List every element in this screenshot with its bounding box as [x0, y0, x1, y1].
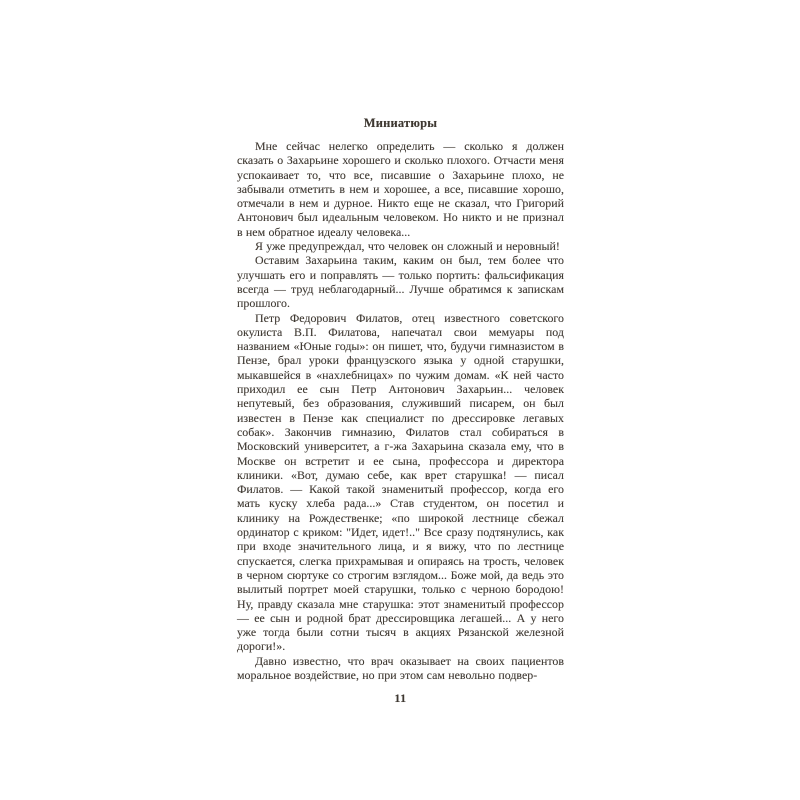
running-head: Миниатюры [363, 116, 438, 130]
paragraph-1: Мне сейчас нелегко определить — сколько я должен сказать о Захарьине хорошего и сколько плохого. Отчасти меня успокаивает то, что все, писавшие о Захарьине плохо, не забывали отметить в нем и хорошее, а все, писавшие хорошо, отмечали в нем и дурное. Никто еще не сказал, что Григорий Антонович был идеальным человеком. Но никто и не признал в нем обратное идеалу человека... [237, 139, 564, 239]
paragraph-3: Оставим Захарьина таким, каким он был, тем более что улучшать его и поправлять — только портить: фальсификация всегда — труд неблагодарный... Лучше обратимся к запискам прошлого. [237, 253, 564, 311]
paragraph-2: Я уже предупреждал, что человек он сложный и неровный! [255, 239, 560, 254]
paragraph-4: Петр Федорович Филатов, отец известного советского окулиста В.П. Филатова, напечатал свои мемуары под названием «Юные годы»: он пишет, что, будучи гимназистом в Пензе, брал уроки французского языка у одной старушки, мыкавшейся в «нахлебницах» по чужим домам. «К ней часто приходил ее сын Петр Антонович Захарьин... человек непутевый, без образования, служивший писарем, он был известен в Пензе как специалист по дрессировке легавых собак». Закончив гимназию, Филатов стал собираться в Московский университет, а г-жа Захарьина сказала ему, что в Москве он встретит и ее сына, профессора и директора клиники. «Вот, думаю себе, как врет старушка! — писал Филатов. — Какой такой знаменитый профессор, когда его мать куску хлеба рада...» Став студентом, он посетил и клинику на Рождественке; «по широкой лестнице сбежал ординатор с криком: "Идет, идет!.." Все сразу подтянулись, как при входе значительного лица, и я вижу, что по лестнице спускается, слегка прихрамывая и опираясь на трость, человек в черном сюртуке со строгим взглядом... Боже мой, да ведь это вылитый портрет моей старушки, только с черною бородою! Ну, правду сказала мне старушка: этот знаменитый профессор — ее сын и родной брат дрессировщика легашей... А у него уже тогда были сотни тысяч в акциях Рязанской железной дороги!». [237, 310, 564, 654]
page-number: 11 [394, 691, 407, 706]
paragraph-5: Давно известно, что врач оказывает на своих пациентов моральное воздействие, но при этом сам невольно подвер- [237, 653, 564, 682]
text-block [237, 116, 564, 706]
